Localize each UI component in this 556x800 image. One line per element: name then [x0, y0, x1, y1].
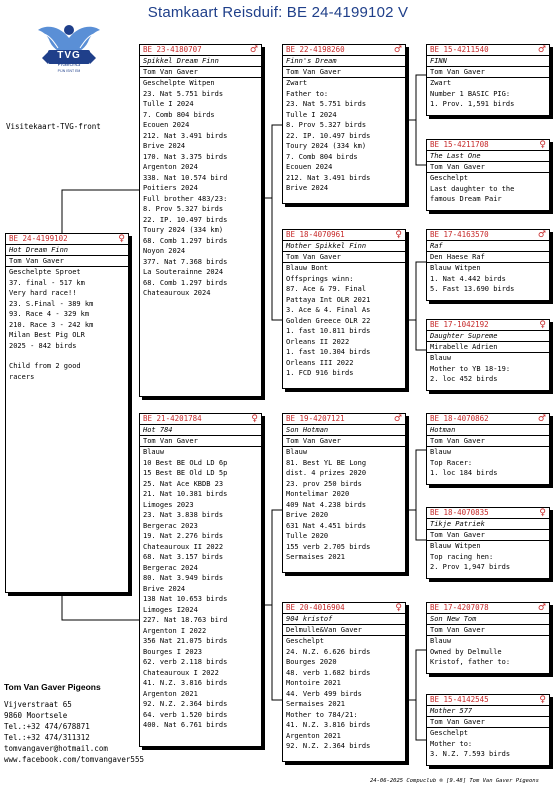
line: Toury 2024 (334 km) [286, 142, 367, 150]
line: Montoire 2021 [286, 679, 341, 687]
line: 25. Nat Ace KBDB 23 [143, 479, 224, 488]
line: 37. final - 517 km [9, 278, 85, 287]
line: 1. FCD 916 birds [286, 369, 354, 377]
ring-number: BE 15-4211540 [430, 44, 489, 54]
pigeon-name: Son Hotman [283, 425, 405, 436]
line: 170. Nat 3.375 birds [143, 152, 228, 161]
line: Blauw [430, 448, 452, 456]
line: 62. verb 2.118 birds [143, 658, 228, 666]
ring-number: BE 21-4201784 [143, 413, 202, 423]
line: 1. fast 10.811 birds [286, 327, 371, 335]
line: Geschelpt [286, 637, 324, 645]
card-header [283, 230, 405, 241]
line: Blauw [143, 448, 165, 456]
line: Argenton 2021 [143, 689, 198, 698]
line: Kristof, father to: [430, 658, 511, 666]
line: famous Dream Pair [430, 195, 502, 203]
line: 409 Nat 4.238 birds [286, 500, 367, 509]
line: 5. Fast 13.690 birds [430, 285, 515, 293]
line: 93. Race 4 - 329 km [9, 310, 90, 318]
ring-number: BE 17-1042192 [430, 319, 489, 329]
address-line: Vijverstraat 65 [4, 700, 72, 709]
line: Mother to: [430, 739, 473, 748]
pigeon-name: Mother 577 [427, 706, 549, 717]
line: Orleans II 2022 [286, 337, 350, 346]
line: Blauw Witpen [430, 264, 481, 272]
card-header [427, 230, 549, 241]
card-header [427, 320, 549, 331]
pigeon-name: FINN [427, 56, 549, 67]
line: 64. verb 1.520 birds [143, 710, 228, 719]
phone-2: Tel.:+32 474/311312 [4, 733, 90, 742]
owner: Tom Van Gaver [283, 67, 405, 78]
ring-number: BE 18-4070835 [430, 507, 489, 517]
line: Full brother 483/23: [143, 194, 228, 203]
line: Owned by Delmulle [430, 647, 502, 656]
line: 138 Nat 10.653 birds [143, 595, 228, 603]
line: 631 Nat 4.451 birds [286, 521, 367, 530]
line: 212. Nat 3.491 birds [286, 173, 371, 182]
line: Very hard race!! [9, 289, 77, 297]
line: 3. N.Z. 7.593 birds [430, 750, 511, 758]
line: Blauw Bont [286, 264, 329, 272]
owner: Tom Van Gaver [427, 717, 549, 728]
pigeon-name: Hotman [427, 425, 549, 436]
card-ds [282, 413, 406, 573]
line: Sermaises 2021 [286, 700, 346, 708]
card-header [427, 603, 549, 614]
card-header [427, 695, 549, 706]
line: 23. prov 250 birds [286, 479, 362, 488]
card-dsd [426, 507, 550, 579]
female-icon: ♀ [539, 507, 546, 518]
line: Bourges 2020 [286, 658, 337, 666]
line: Blauw [430, 637, 452, 645]
line: Bourges I 2023 [143, 647, 203, 656]
male-icon: ♂ [537, 44, 546, 55]
line: 41. N.Z. 3.816 birds [143, 679, 228, 687]
ring-number: BE 20-4016904 [286, 602, 345, 612]
line: Argenton 2024 [143, 163, 198, 171]
line: 24. N.Z. 6.626 birds [286, 647, 371, 656]
line: Brive 2024 [286, 184, 329, 192]
ring-number: BE 19-4207121 [286, 413, 345, 423]
line: Limoges 2023 [143, 500, 194, 509]
line: Child from 2 good [9, 362, 81, 370]
line: Offsprings winn: [286, 274, 354, 283]
print-credit: 24-06-2025 Compuclub ® [9.48] Tom Van Gaver Pigeons [370, 778, 539, 784]
line: Mother to 784/21: [286, 710, 358, 719]
line: 1. fast 10.304 birds [286, 348, 371, 356]
line: 155 verb 2.705 birds [286, 542, 371, 551]
ring-number: BE 18-4070862 [430, 413, 489, 423]
line: Zwart [430, 79, 452, 87]
card-ss [282, 44, 406, 204]
line: 21. Nat 10.381 birds [143, 490, 228, 498]
line: Blauw Witpen [430, 542, 481, 550]
card-header [427, 45, 549, 56]
pigeon-name: Raf [427, 241, 549, 252]
female-icon: ♀ [539, 694, 546, 705]
card-header [427, 508, 549, 519]
male-icon: ♂ [537, 229, 546, 240]
card-header [283, 414, 405, 425]
owner: Mirabelle Adrien [427, 342, 549, 353]
breeder-name: Tom Van Gaver Pigeons [4, 682, 101, 692]
pigeon-name: Son New Tom [427, 614, 549, 625]
line: 8. Prov 5.327 birds [286, 121, 367, 129]
ring-number: BE 17-4163570 [430, 229, 489, 239]
pigeon-name: Daughter Supreme [427, 331, 549, 342]
line: 23. Nat 3.838 birds [143, 511, 224, 519]
card-header [6, 234, 128, 245]
line: Bergerac 2024 [143, 563, 198, 572]
line: Brive 2020 [286, 511, 329, 519]
pigeon-name: Tikje Patriek [427, 519, 549, 530]
line: 1. loc 184 birds [430, 469, 498, 477]
card-header [283, 603, 405, 614]
line: Geschelpte Sproet [9, 268, 81, 276]
line: 15 Best BE Old LD 5p [143, 469, 228, 477]
owner: Tom Van Gaver [427, 436, 549, 447]
line: 68. Nat 3.157 birds [143, 553, 224, 561]
line: Geschelpt [430, 174, 468, 182]
card-header [427, 140, 549, 151]
ring-number: BE 17-4207078 [430, 602, 489, 612]
card-header [283, 45, 405, 56]
card-sd [282, 229, 406, 389]
owner: Tom Van Gaver [427, 67, 549, 78]
line: La Souterainne 2024 [143, 268, 224, 276]
line: dist. 4 prizes 2020 [286, 469, 367, 477]
owner: Tom Van Gaver [140, 436, 261, 447]
line: Toury 2024 (334 km) [143, 226, 224, 234]
female-icon: ♀ [395, 229, 402, 240]
male-icon: ♂ [249, 44, 258, 55]
line: 377. Nat 7.368 birds [143, 257, 228, 266]
line: Noyon 2024 [143, 247, 186, 255]
male-icon: ♂ [393, 413, 402, 424]
card-header [140, 45, 261, 56]
line: 41. N.Z. 3.816 birds [286, 721, 371, 729]
line: Poitiers 2024 [143, 184, 198, 192]
line: Montelimar 2020 [286, 490, 350, 498]
line: Brive 2024 [143, 142, 186, 150]
line: 7. Comb 804 birds [286, 152, 358, 161]
line: 48. verb 1.682 birds [286, 668, 371, 677]
line: 356 Nat 21.075 birds [143, 637, 228, 645]
line: Sermaises 2021 [286, 553, 346, 561]
facebook-link[interactable]: www.facebook.com/tomvangaver555 [4, 755, 144, 764]
line: Argenton 2021 [286, 731, 341, 740]
card-header [427, 414, 549, 425]
card-subject [5, 233, 129, 593]
line: Blauw [430, 354, 452, 362]
logo-subtext: PIGEONS [57, 62, 81, 68]
line: Limoges I2024 [143, 605, 198, 614]
owner: Delmulle&Van Gaver [283, 625, 405, 636]
line: 2. Prov 1,947 birds [430, 563, 511, 571]
ring-number: BE 15-4142545 [430, 694, 489, 704]
line: 338. Nat 10.574 bird [143, 173, 228, 182]
female-icon: ♀ [251, 413, 258, 424]
card-sdd [426, 319, 550, 391]
card-header [140, 414, 261, 425]
line: 227. Nat 18.763 bird [143, 616, 228, 624]
ring-number: BE 15-4211708 [430, 139, 489, 149]
owner: Tom Van Gaver [427, 530, 549, 541]
line: 19. Nat 2.276 birds [143, 532, 224, 540]
page-title: Stamkaart Reisduif: BE 24-4199102 V [147, 4, 409, 21]
line: Bergerac 2023 [143, 521, 198, 530]
line: 212. Nat 3.491 birds [143, 131, 228, 140]
pigeon-name: The Last One [427, 151, 549, 162]
phone-1: Tel.:+32 474/678871 [4, 722, 90, 731]
pigeon-name: Hot 784 [140, 425, 261, 436]
card-sire [139, 44, 262, 397]
ring-number: BE 22-4198260 [286, 44, 345, 54]
line: 87. Ace & 79. Final [286, 285, 367, 293]
pigeon-name: Mother Spikkel Finn [283, 241, 405, 252]
breeder-contact [4, 682, 144, 765]
card-sss [426, 44, 550, 116]
pigeon-name: Spikkel Dream Finn [140, 56, 261, 67]
card-dss [426, 413, 550, 485]
line: Father to: [286, 89, 329, 98]
owner: Den Haese Raf [427, 252, 549, 263]
owner: Tom Van Gaver [283, 252, 405, 263]
line: Brive 2024 [143, 584, 186, 593]
owner: Tom Van Gaver [6, 256, 128, 267]
visitekaart-label: Visitekaart-TVG-front [6, 122, 101, 131]
line: Geschelpt [430, 729, 468, 737]
logo-tagline: PIJN ISNT EM [57, 69, 81, 73]
line: 81. Best YL BE Long [286, 458, 367, 467]
female-icon: ♀ [395, 602, 402, 613]
line: Blauw [286, 448, 308, 456]
line: Chateauroux II 2022 [143, 542, 224, 551]
line: Orleans III 2022 [286, 358, 354, 367]
female-icon: ♀ [539, 139, 546, 150]
female-icon: ♀ [539, 319, 546, 330]
line: racers [9, 372, 35, 381]
city-line: 9860 Moortsele [4, 711, 68, 720]
line: 68. Comb 1.297 birds [143, 278, 228, 287]
card-sds [426, 229, 550, 301]
line: Chateauroux I 2022 [143, 668, 219, 677]
line: 10 Best BE OLd LD 6p [143, 458, 228, 467]
line: 1. Nat 4.442 birds [430, 274, 506, 283]
ring-number: BE 18-4070961 [286, 229, 345, 239]
line: 68. Comb 1.297 birds [143, 236, 228, 245]
line: Chateauroux 2024 [143, 289, 211, 297]
line: Top racing hen: [430, 552, 494, 561]
pigeon-name: Hot Dream Finn [6, 245, 128, 256]
line: 22. IP. 10.497 birds [286, 131, 371, 140]
line: 92. N.Z. 2.364 birds [143, 700, 228, 708]
line: Golden Greece OLR 22 [286, 316, 371, 325]
line: 23. Nat 5.751 birds [143, 89, 224, 98]
line: 2. loc 452 birds [430, 375, 498, 383]
line: 80. Nat 3.949 birds [143, 574, 224, 582]
line: Last daughter to the [430, 184, 515, 193]
line: 3. Ace & 4. Final As [286, 306, 371, 314]
ring-number: BE 23-4180707 [143, 44, 202, 54]
line: 7. Comb 804 birds [143, 110, 215, 119]
line: Number 1 BASIC PIG: [430, 89, 511, 98]
owner: Tom Van Gaver [283, 436, 405, 447]
card-dds [426, 602, 550, 674]
line: Ecouen 2024 [286, 163, 333, 171]
owner: Tom Van Gaver [140, 67, 261, 78]
line: Tulle 2020 [286, 532, 329, 540]
line: Top Racer: [430, 458, 473, 467]
line: 8. Prov 5.327 birds [143, 205, 224, 213]
line: Pattaya Int OLR 2021 [286, 295, 371, 304]
line: Geschelpte Witpen [143, 79, 215, 87]
line: Mother to YB 18-19: [430, 364, 511, 373]
pigeon-name: Finn's Dream [283, 56, 405, 67]
line: 2025 - 842 birds [9, 341, 77, 350]
line: 22. IP. 10.497 birds [143, 215, 228, 224]
line: 44. Verb 499 birds [286, 689, 362, 698]
line: 23. S.Final - 389 km [9, 299, 94, 308]
line: 210. Race 3 - 242 km [9, 320, 94, 329]
line: Ecouen 2024 [143, 121, 190, 129]
owner: Tom Van Gaver [427, 162, 549, 173]
card-dd [282, 602, 406, 762]
male-icon: ♂ [537, 602, 546, 613]
male-icon: ♂ [537, 413, 546, 424]
ring-number: BE 24-4199102 [9, 233, 68, 243]
owner: Tom Van Gaver [427, 625, 549, 636]
female-icon: ♀ [118, 233, 125, 244]
line: 1. Prov. 1,591 birds [430, 100, 515, 108]
line: 23. Nat 5.751 birds [286, 100, 367, 108]
email-link[interactable]: tomvangaver@hotmail.com [4, 744, 108, 753]
line: Milan Best Pig OLR [9, 331, 85, 339]
line: Argenton I 2022 [143, 626, 207, 635]
line: Zwart [286, 79, 308, 87]
card-lines [6, 267, 128, 382]
line: 92. N.Z. 2.364 birds [286, 742, 371, 750]
male-icon: ♂ [393, 44, 402, 55]
card-ddd [426, 694, 550, 766]
pigeon-name: 904 kristof [283, 614, 405, 625]
line: 400. Nat 6.761 birds [143, 721, 228, 729]
card-dam [139, 413, 262, 747]
line: Tulle I 2024 [143, 100, 194, 108]
logo-text: TVG [57, 50, 81, 61]
card-ssd [426, 139, 550, 211]
line: Tulle I 2024 [286, 110, 337, 119]
